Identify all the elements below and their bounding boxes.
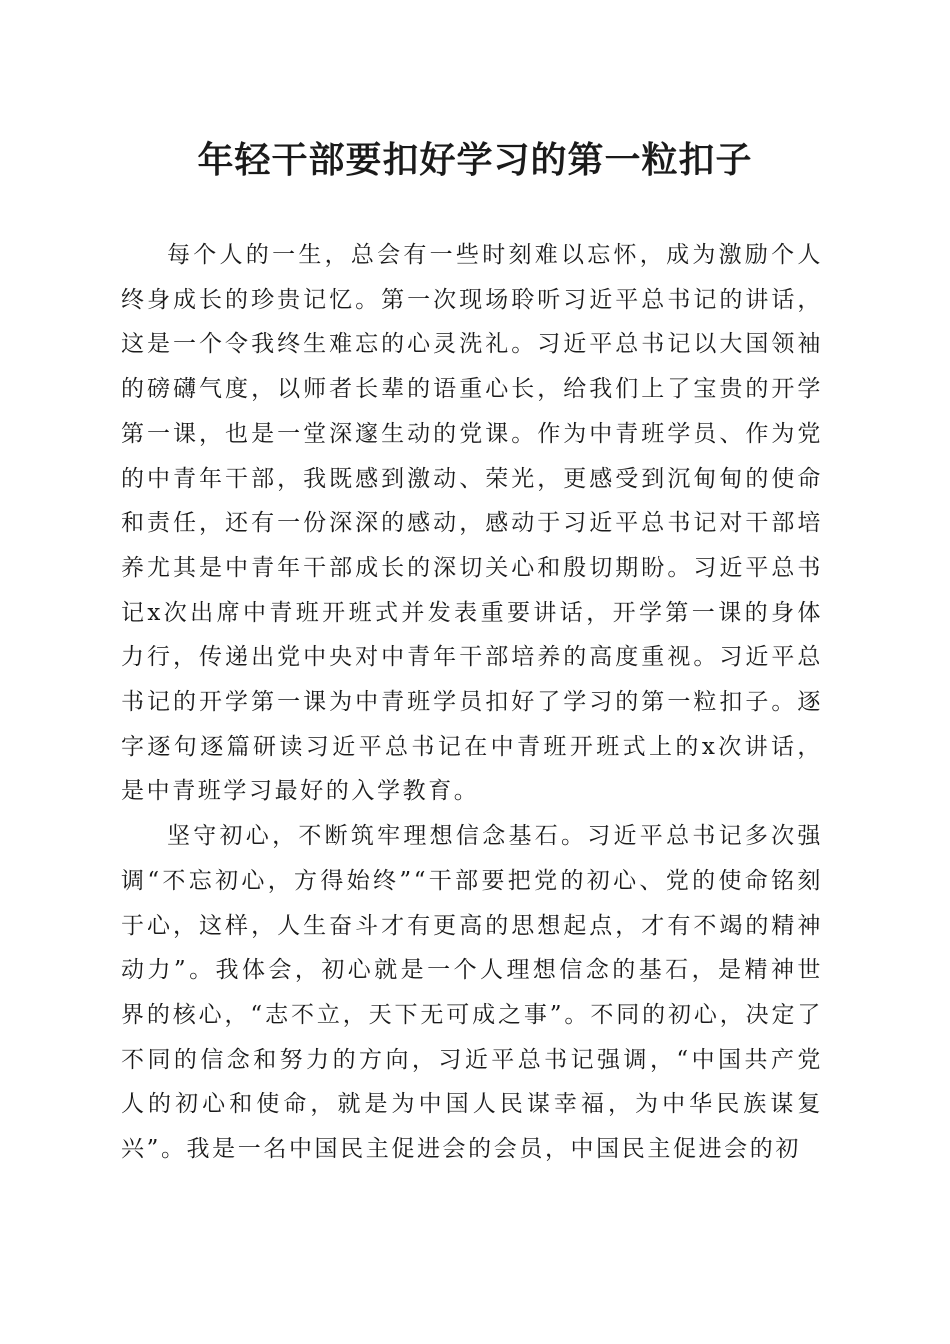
document-body [121,233,823,1172]
paragraph: 坚守初心，不断筑牢理想信念基石。习近平总书记多次强调“不忘初心，方得始终”“干部要把党的初心、党的使命铭刻于心，这样，人生奋斗才有更高的思想起点，才有不竭的精神动力”。我体会，初心就是一个人理想信念的基石，是精神世界的核心，“志不立，天下无可成之事”。不同的初心，决定了不同的信念和努力的方向，习近平总书记强调，“中国共产党人的初心和使命，就是为中国人民谋幸福，为中华民族谋复兴”。我是一名中国民主促进会的会员，中国民主促进会的初 [121,823,823,1163]
document-title: 年轻干部要扣好学习的第一粒扣子 [197,139,753,181]
paragraph: 每个人的一生，总会有一些时刻难以忘怀，成为激励个人终身成长的珍贵记忆。第一次现场聆听习近平总书记的讲话，这是一个令我终生难忘的心灵洗礼。习近平总书记以大国领袖的磅礴气度，以师者长辈的语重心长，给我们上了宝贵的开学第一课，也是一堂深邃生动的党课。作为中青班学员、作为党的中青年干部，我既感到激动、荣光，更感受到沉甸甸的使命和责任，还有一份深深的感动，感动于习近平总书记对干部培养尤其是中青年干部成长的深切关心和殷切期盼。习近平总书记x次出席中青班开班式并发表重要讲话，开学第一课的身体力行，传递出党中央对中青年干部培养的高度重视。习近平总书记的开学第一课为中青班学员扣好了学习的第一粒扣子。逐字逐句逐篇研读习近平总书记在中青班开班式上的x次讲话，是中青班学习最好的入学教育。 [121,242,823,805]
